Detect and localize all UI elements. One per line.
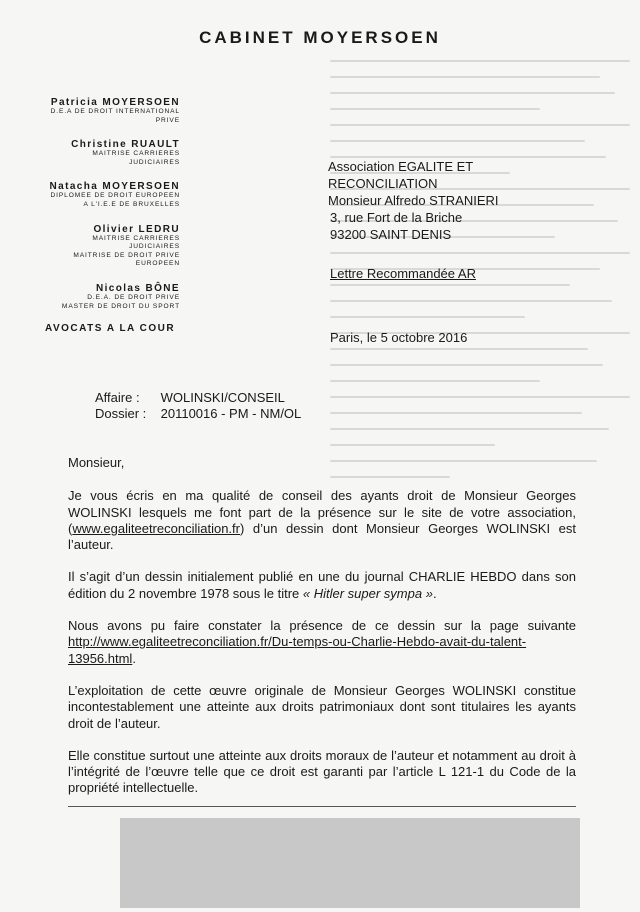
- affaire-label: Affaire :: [95, 390, 140, 405]
- lawyer-credential: A L'I.E.E DE BRUXELLES: [83, 200, 180, 208]
- avocats-heading: AVOCATS A LA COUR: [45, 323, 176, 334]
- lawyer-entry: [10, 181, 180, 209]
- lawyer-credential: DIPLOMEE DE DROIT EUROPEEN: [50, 192, 180, 200]
- recipient-address: [328, 158, 499, 243]
- page-link[interactable]: http://www.egaliteetreconciliation.fr/Du-temps-ou-Charlie-Hebdo-avait-du-talent-13956.html: [68, 634, 527, 666]
- lawyer-credential: MASTER DE DROIT DU SPORT: [61, 302, 180, 310]
- affaire-value: WOLINSKI/CONSEIL: [160, 390, 285, 405]
- dossier-label: Dossier :: [95, 406, 147, 421]
- lawyer-entry: [10, 97, 180, 125]
- paragraph-text: .: [132, 650, 136, 666]
- lawyer-credential: JUDICIAIRES: [129, 158, 180, 166]
- lawyer-credential: PRIVE: [155, 116, 180, 124]
- salutation: Monsieur,: [68, 455, 125, 470]
- paragraph: [68, 569, 576, 602]
- letter-body: [68, 455, 576, 813]
- lawyer-entry: [10, 283, 180, 311]
- case-reference: [95, 390, 301, 422]
- affaire-row: [95, 390, 301, 406]
- lawyer-name: Olivier LEDRU: [93, 223, 180, 235]
- paragraph-text: Je vous écris en ma qualité de conseil des ayants droit de Monsieur Georges WOLINSKI lesquels me font part de la présence sur le site de votre association, (: [68, 488, 576, 536]
- website-link[interactable]: www.egaliteetreconciliation.fr: [72, 520, 240, 536]
- dossier-value: 20110016 - PM - NM/OL: [160, 406, 302, 421]
- lawyer-name: Christine RUAULT: [71, 139, 180, 151]
- paragraph: Elle constitue surtout une atteinte aux droits moraux de l’auteur et notamment au droit à l’intégrité de l’œuvre telle que ce droit est garanti par l’article L 121-1 du Code de la propriété intellectuelle.: [68, 747, 576, 796]
- lawyer-name: Nicolas BÔNE: [95, 282, 180, 294]
- footer-divider: [68, 806, 576, 807]
- paragraph-text: Il s’agit d’un dessin initialement publié en une du journal CHARLIE HEBDO dans son édition du 2 novembre 1978 sous le titre: [68, 569, 576, 601]
- dossier-row: [95, 406, 301, 422]
- recipient-line: Association EGALITE ET: [328, 159, 474, 174]
- lawyer-credential: JUDICIAIRES: [129, 243, 180, 251]
- firm-name: CABINET MOYERSOEN: [199, 28, 441, 47]
- lawyer-credential: EUROPEEN: [135, 260, 180, 268]
- lawyer-credential: MAITRISE CARRIERES: [92, 150, 180, 158]
- lawyer-list: [10, 97, 180, 325]
- paragraph: [68, 488, 576, 553]
- recipient-line: Monsieur Alfredo STRANIERI: [328, 193, 499, 208]
- letter-date: Paris, le 5 octobre 2016: [330, 330, 468, 345]
- lawyer-name: Natacha MOYERSOEN: [49, 181, 180, 193]
- delivery-method: Lettre Recommandée AR: [330, 266, 476, 281]
- paragraph-text: Nous avons pu faire constater la présence de ce dessin sur la page suivante: [68, 618, 576, 634]
- paragraph: [68, 618, 576, 667]
- recipient-line: 3, rue Fort de la Briche: [330, 210, 463, 225]
- lawyer-entry: [10, 224, 180, 269]
- lawyer-credential: D.E.A DE DROIT INTERNATIONAL: [50, 108, 180, 115]
- redacted-block: [120, 818, 580, 908]
- paragraph-text: .: [432, 585, 437, 601]
- lawyer-name: Patricia MOYERSOEN: [50, 97, 180, 108]
- lawyer-entry: [10, 139, 180, 167]
- recipient-line: 93200 SAINT DENIS: [330, 227, 452, 242]
- lawyer-credential: MAITRISE CARRIERES: [92, 234, 180, 242]
- recipient-line: RECONCILIATION: [328, 176, 438, 191]
- lawyer-credential: D.E.A. DE DROIT PRIVE: [87, 293, 180, 301]
- lawyer-credential: MAITRISE DE DROIT PRIVE: [73, 251, 180, 259]
- paragraph: L’exploitation de cette œuvre originale de Monsieur Georges WOLINSKI constitue incontestablement une atteinte aux droits patrimoniaux dont sont titulaires les ayants droit de l’auteur.: [68, 682, 576, 731]
- paragraph-text: ) d’un dessin dont Monsieur Georges WOLINSKI est l’auteur.: [68, 520, 576, 553]
- drawing-title: « Hitler super sympa »: [302, 585, 433, 601]
